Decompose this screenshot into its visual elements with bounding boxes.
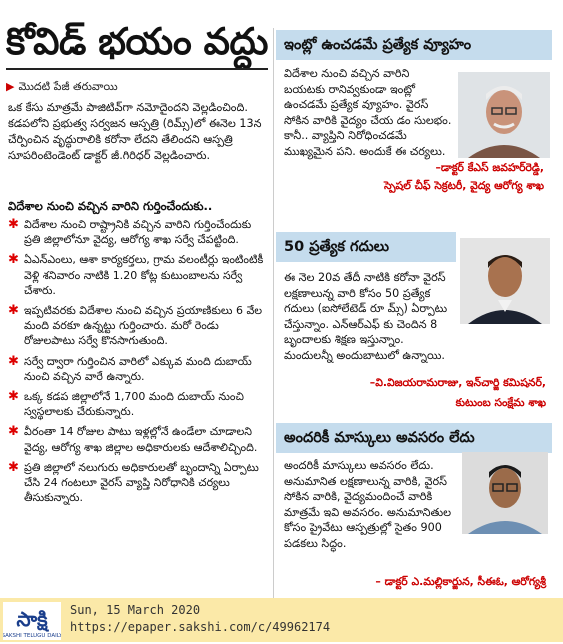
asterisk-bullet-icon: ✱ xyxy=(8,459,19,475)
attribution-2-line1: –వి.విజయరామరాజు, ఇన్‌చార్జి కమిషనర్‌, xyxy=(369,376,546,389)
box-body-home-isolation: విదేశాల నుంచి వచ్చిన వారిని బయటకు రానివ్వకుండా ఇంట్లో ఉంచడమే ప్రత్యేక వ్యూహం. వైరస్‌ సోకిన వారికి వైద్యం చేయ డం సులభం. కానీ.. వ్యాప్తిని నిరోధించడమే ముఖ్యమైన పని. అందుకే ఈ చర్యలు. xyxy=(284,67,452,158)
article-headline: కోవిడ్‌ భయం వద్దు xyxy=(6,20,268,63)
asterisk-bullet-icon: ✱ xyxy=(8,252,19,268)
list-item xyxy=(8,303,270,349)
bullet-text: ఏఎన్‌ఎంలు, ఆశా కార్యకర్తలు, గ్రామ వలంటీర్లు ఇంటింటికీ వెళ్లి శనివారం నాటికి 1.20 కోట్ల కుటుంబాలను సర్వే చేశారు. xyxy=(24,253,264,297)
article-lead: ఒక కేసు మాత్రమే పాజిటివ్‌గా నమోదైందని వెల్లడించింది. కడపలోని ప్రభుత్వ సర్వజన ఆస్పత్రి (రిమ్స్‌)లో ఈనెల 13న చేర్పించిన వృద్ధురాలికి కరోనా లేదని తేలిందని ఆస్పత్రి సూపరింటెండెంట్‌ డాక్టర్‌ జీ.గిరిధర్‌ వెల్లడించారు. xyxy=(8,101,262,162)
attribution-1-line2: స్పెషల్‌ చీఫ్‌ సెక్రటరీ, వైద్య ఆరోగ్య శాఖ xyxy=(384,179,544,192)
asterisk-bullet-icon: ✱ xyxy=(8,424,19,440)
sakshi-logo xyxy=(3,602,61,640)
official-photo-1 xyxy=(458,72,550,158)
asterisk-bullet-icon: ✱ xyxy=(8,303,19,319)
list-item xyxy=(8,460,270,506)
logo-text: సాక్షి xyxy=(16,607,48,631)
column-divider xyxy=(273,28,274,598)
epaper-link[interactable]: https://epaper.sakshi.com/c/49962174 xyxy=(70,620,331,634)
asterisk-bullet-icon: ✱ xyxy=(8,217,19,232)
continuation-label: మొదటి పేజీ తరువాయి xyxy=(18,80,118,93)
bullet-text: ఇప్పటివరకు విదేశాల నుంచి వచ్చిన ప్రయాణికులు 6 వేల మంది వరకూ ఉన్నట్టు గుర్తించారు. మరో రెండు రోజులపాటు సర్వే కొనసాగుతుంది. xyxy=(24,304,263,348)
logo-tagline: SAKSHI TELUGU DAILY xyxy=(3,633,61,639)
bullet-text: విదేశాల నుంచి రాష్ట్రానికి వచ్చిన వారిని గుర్తించేందుకు ప్రతి జిల్లాలోనూ వైద్య, ఆరోగ్య శాఖ సర్వే చేపట్టింది. xyxy=(24,218,252,247)
box-title-home-isolation: ఇంట్లో ఉంచడమే ప్రత్యేక వ్యూహం xyxy=(276,30,552,60)
attribution-2-line2: కుటుంబ సంక్షేమ శాఖ xyxy=(455,396,546,409)
bullet-text: ప్రతి జిల్లాలో నలుగురు అధికారులతో బృందాన్ని ఏర్పాటు చేసి 24 గంటలూ వైరస్‌ వ్యాప్తి నిరోధానికి చర్యలు తీసుకున్నారు. xyxy=(24,460,259,505)
headline-rule xyxy=(6,68,268,70)
box-body-masks: అందరికీ మాస్కులు అవసరం లేదు. అనుమానిత లక్షణాలున్న వారికి, వైరస్‌ సోకిన వారికి, వైద్యమందించే వారికి మాత్రమే ఇవి అవసరం. అనుమానితుల కోసం ప్రైవేటు ఆస్పత్రుల్లో సైతం 900 పడకలు సిద్ధం. xyxy=(284,459,452,550)
list-item xyxy=(8,252,270,298)
box-title-masks: అందరికీ మాస్కులు అవసరం లేదు xyxy=(276,423,552,453)
box-body-special-rooms: ఈ నెల 20వ తేదీ నాటికి కరోనా వైరస్‌ లక్షణాలున్న వారి కోసం 50 ప్రత్యేక గదులు (ఐసోలేటెడ్‌ రూ మ్స్‌) ఏర్పాటు చేస్తున్నాం. ఎన్‌ఆర్‌ఎఫ్‌ కు చెందిన 8 బృందాలకు శిక్షణ ఇస్తున్నాం. మందులన్నీ అందుబాటులో ఉన్నాయి. xyxy=(284,271,448,362)
edition-date: Sun, 15 March 2020 xyxy=(70,603,201,617)
asterisk-bullet-icon: ✱ xyxy=(8,389,19,405)
official-photo-2 xyxy=(460,238,550,324)
triangle-icon: ▶ xyxy=(6,80,15,93)
article-subhead: విదేశాల నుంచి వచ్చిన వారిని గుర్తించేందుకు.. xyxy=(8,199,213,213)
box-title-special-rooms: 50 ప్రత్యేక గదులు xyxy=(276,232,456,262)
bullet-text: ఒక్క కడప జిల్లాలోనే 1,700 మంది దుబాయ్‌ నుంచి స్వస్థలాలకు చేరుకున్నారు. xyxy=(24,390,244,419)
attribution-1-line1: –డాక్టర్‌ కేఎస్‌ జవహర్‌రెడ్డి, xyxy=(435,161,544,174)
bullet-list xyxy=(8,217,270,510)
bullet-text: వీరంతా 14 రోజుల పాటు ఇళ్లల్లోనే ఉండేలా చూడాలని వైద్య, ఆరోగ్య శాఖ జిల్లాల అధికారులకు ఆదేశాలిచ్చింది. xyxy=(24,425,258,454)
bullet-text: సర్వే ద్వారా గుర్తించిన వారిలో ఎక్కువ మంది దుబాయ్‌ నుంచి వచ్చిన వారే ఉన్నారు. xyxy=(24,354,252,383)
official-photo-3 xyxy=(462,452,548,534)
list-item xyxy=(8,354,270,384)
list-item xyxy=(8,389,270,419)
list-item xyxy=(8,424,270,454)
continuation-note xyxy=(6,80,118,96)
list-item xyxy=(8,217,270,247)
attribution-3: – డాక్టర్‌ ఎ.మల్లికార్జున, సీఈఓ, ఆరోగ్యశ్రీ xyxy=(375,575,546,588)
asterisk-bullet-icon: ✱ xyxy=(8,353,19,369)
